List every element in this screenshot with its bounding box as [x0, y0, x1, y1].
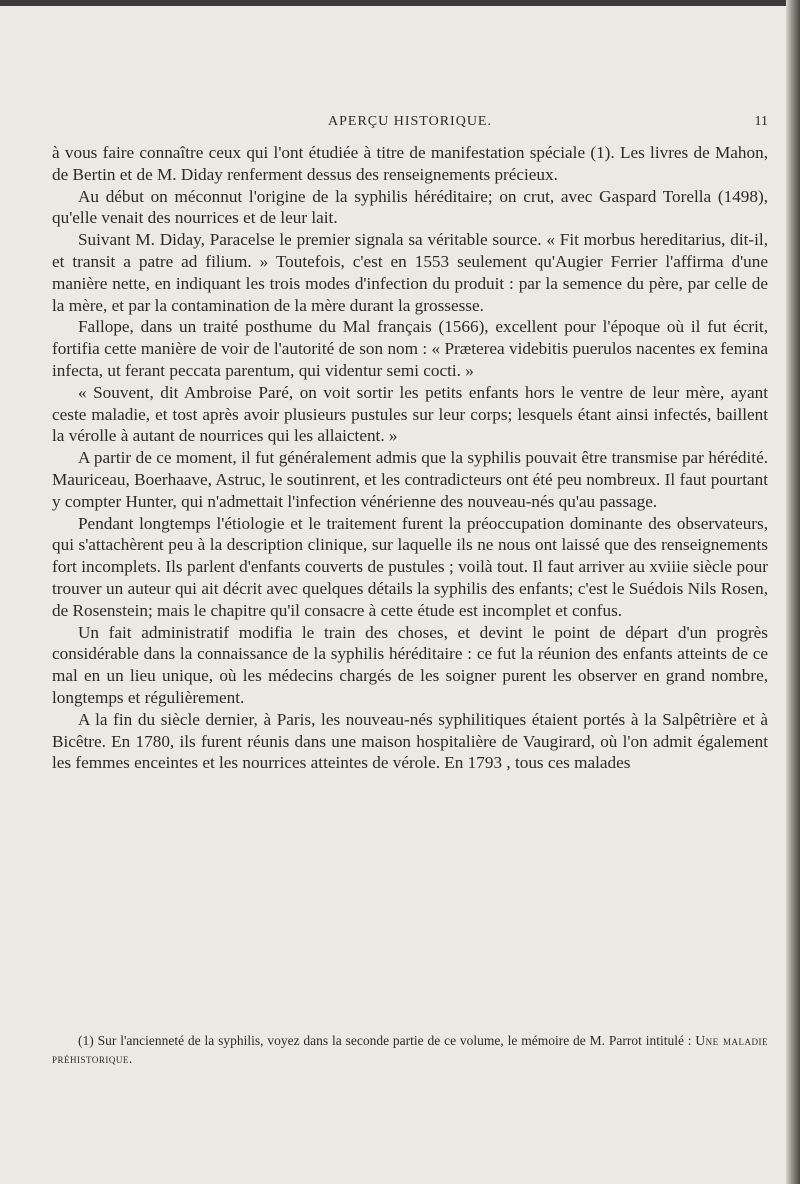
paragraph: A partir de ce moment, il fut généralement admis que la syphilis pouvait être transmise par hérédité. Mauriceau, Boerhaave, Astruc, le soutinrent, et les contradicteurs ont été peu nombreux. Il faut pourtant y compter Hunter, qui n'admettait l'infection vénérienne des nouveau-nés qu'au passage.	[52, 448, 768, 511]
paragraph: Fallope, dans un traité posthume du Mal français (1566), excellent pour l'époque où il fut écrit, fortifia cette manière de voir de l'autorité de son nom : « Præterea videbitis puerulos nacentes ex femina infecta, ut ferant peccata parentum, qui videntur semi cocti. »	[52, 317, 768, 380]
footnote-cited-title: Une maladie préhistorique.	[52, 1033, 768, 1066]
paragraph: Pendant longtemps l'étiologie et le traitement furent la préoccupation dominante des observateurs, qui s'attachèrent peu à la description clinique, sur laquelle ils ne nous ont laissé que des renseignements fort incomplets. Ils parlent d'enfants couverts de pustules ; voilà tout. Il faut arriver au xviiie siècle pour trouver un auteur qui ait décrit avec quelques détails la syphilis des enfants; c'est le Suédois Nils Rosen, de Rosenstein; mais le chapitre qu'il consacre à cette étude est incomplet et confus.	[52, 513, 768, 620]
paragraph: Au début on méconnut l'origine de la syphilis héréditaire; on crut, avec Gaspard Torella (1498), qu'elle venait des nourrices et de leur lait.	[52, 186, 768, 228]
paragraph: à vous faire connaître ceux qui l'ont étudiée à titre de manifestation spéciale (1). Les livres de Mahon, de Bertin et de M. Diday renferment dessus des renseignements précieux.	[52, 143, 768, 184]
paragraph: Un fait administratif modifia le train des choses, et devint le point de départ d'un progrès considérable dans la connaissance de la syphilis héréditaire : ce fut la réunion des enfants atteints de ce mal en un lieu unique, où les médecins chargés de les soigner purent les observer en grand nombre, longtemps et régulièrement.	[52, 622, 768, 707]
page-number: 11	[754, 114, 768, 129]
paragraph: « Souvent, dit Ambroise Paré, on voit sortir les petits enfants hors le ventre de leur mère, ayant ceste maladie, et tost après avoir plusieurs pustules sur leur corps; lesquels étant ainsi infectés, baillent la vérolle à autant de nourrices qui les allaictent. »	[52, 382, 768, 446]
running-title: APERÇU HISTORIQUE.	[328, 114, 492, 129]
footnotes	[52, 1032, 768, 1068]
page-right-edge	[786, 0, 800, 1184]
footnote	[52, 1032, 768, 1068]
body-text	[52, 142, 768, 774]
book-page	[0, 6, 786, 1184]
footnote-text: (1) Sur l'ancienneté de la syphilis, voyez dans la seconde partie de ce volume, le mémoire de M. Parrot intitulé :	[78, 1033, 696, 1048]
paragraph: Suivant M. Diday, Paracelse le premier signala sa véritable source. « Fit morbus hereditarius, dit-il, et transit a patre ad filium. » Toutefois, c'est en 1553 seulement qu'Augier Ferrier l'affirma d'une manière nette, en indiquant les trois modes d'infection du produit : par la semence du père, par celle de la mère, et par la contamination de la mère durant la grossesse.	[52, 230, 768, 315]
running-head	[52, 114, 768, 134]
paragraph: A la fin du siècle dernier, à Paris, les nouveau-nés syphilitiques étaient portés à la Salpêtrière et à Bicêtre. En 1780, ils furent réunis dans une maison hospitalière de Vaugirard, où l'on admit également les femmes enceintes et les nourrices atteintes de vérole. En 1793 , tous ces malades	[52, 709, 768, 773]
